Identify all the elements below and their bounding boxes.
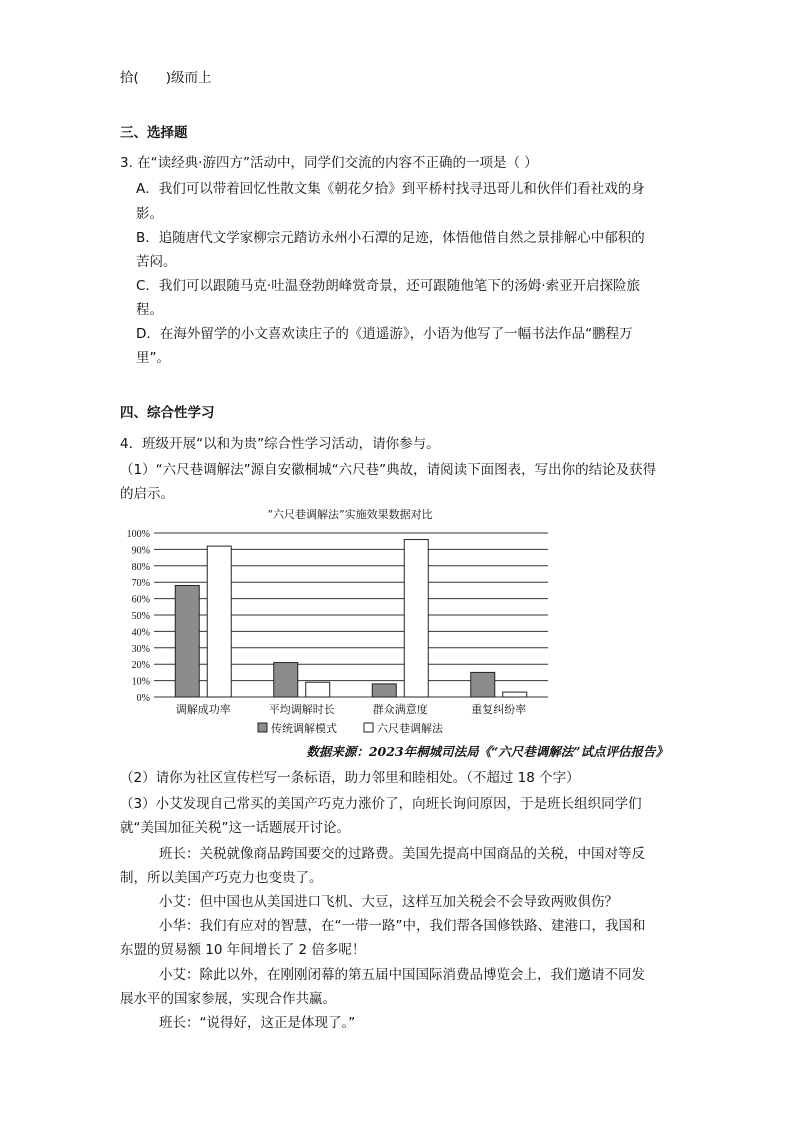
y-tick-label: 60%: [131, 594, 150, 606]
y-tick-label: 100%: [126, 529, 150, 540]
section-heading-choice: 三、选择题: [120, 125, 188, 141]
dialogue-line-6: 小艾：除此以外，在刚刚闭幕的第五届中国国际消费品博览会上，我们邀请不同发: [159, 967, 645, 983]
part-3-line1: （3）小艾发现自己常买的美国产巧克力涨价了，向班长询问原因，于是班长组织同学们: [120, 796, 642, 812]
option-a-line2: 影。: [136, 206, 163, 222]
x-category-label: 重复纠纷率: [471, 703, 527, 716]
legend-label: 六尺巷调解法: [377, 722, 443, 735]
y-tick-label: 70%: [131, 578, 150, 590]
section-heading-comprehensive: 四、综合性学习: [120, 405, 215, 421]
option-c-line2: 程。: [136, 302, 163, 318]
y-tick-label: 30%: [131, 643, 150, 655]
fill-blank-line: 拾( )级而上: [120, 70, 212, 86]
legend-label: 传统调解模式: [271, 722, 337, 735]
x-category-label: 调解成功率: [175, 703, 231, 716]
dialogue-line-4: 小华：我们有应对的智慧，在“一带一路”中，我们帮各国修铁路、建港口，我国和: [159, 918, 646, 934]
bar-traditional: [372, 684, 396, 697]
bar-liuchixiang: [306, 682, 330, 697]
bar-liuchixiang: [404, 540, 428, 697]
y-tick-label: 50%: [131, 611, 150, 622]
bar-liuchixiang: [207, 546, 231, 697]
dialogue-line-1: 班长：关税就像商品跨国要交的过路费。美国先提高中国商品的关税，中国对等反: [159, 846, 645, 862]
chart-title: “六尺巷调解法”实施效果数据对比: [267, 508, 433, 521]
option-a-line1: A．我们可以带着回忆性散文集《朝花夕拾》到平桥村找寻迅哥儿和伙伴们看社戏的身: [136, 181, 645, 197]
option-b-line2: 苦闷。: [136, 254, 177, 270]
part-1-line2: 的启示。: [120, 486, 174, 502]
data-source-note: 数据来源：2023年桐城司法局《“六尺巷调解法”试点评估报告》: [306, 744, 668, 759]
part-2: （2）请你为社区宣传栏写一条标语，助力邻里和睦相处。（不超过 18 个字）: [120, 770, 580, 786]
option-b-line1: B．追随唐代文学家柳宗元踏访永州小石潭的足迹，体悟他借自然之景排解心中郁积的: [136, 230, 645, 246]
legend-swatch: [258, 723, 267, 732]
option-c-line1: C．我们可以跟随马克·吐温登勃朗峰赏奇景，还可跟随他笔下的汤姆·索亚开启探险旅: [136, 278, 641, 294]
question-4: 4．班级开展“以和为贵”综合性学习活动，请你参与。: [120, 436, 440, 452]
dialogue-line-5: 东盟的贸易额 10 年间增长了 2 倍多呢！: [120, 942, 366, 958]
dialogue-line-3: 小艾：但中国也从美国进口飞机、大豆，这样互加关税会不会导致两败俱伤？: [159, 894, 618, 910]
question-3: 3. 在“读经典·游四方”活动中，同学们交流的内容不正确的一项是（ ）: [120, 155, 538, 171]
x-category-label: 群众满意度: [372, 703, 428, 716]
dialogue-line-7: 展水平的国家参展，实现合作共赢。: [120, 991, 336, 1007]
option-d-line2: 里”。: [136, 350, 170, 366]
y-tick-label: 90%: [131, 545, 150, 557]
y-tick-label: 20%: [131, 660, 150, 672]
dialogue-line-2: 制，所以美国产巧克力也变贵了。: [120, 870, 323, 886]
legend-swatch: [364, 723, 373, 732]
x-category-label: 平均调解时长: [268, 703, 335, 716]
bar-liuchixiang: [503, 692, 527, 697]
part-3-line2: 就“美国加征关税”这一话题展开讨论。: [120, 820, 350, 836]
y-tick-label: 10%: [131, 676, 150, 688]
bar-traditional: [471, 672, 495, 697]
dialogue-line-8: 班长：“说得好，这正是体现了。”: [159, 1015, 356, 1031]
y-tick-label: 80%: [131, 561, 150, 573]
part-1-line1: （1）“六尺巷调解法”源自安徽桐城“六尺巷”典故，请阅读下面图表，写出你的结论及获得: [120, 462, 657, 478]
bar-chart: [108, 505, 558, 735]
bar-traditional: [274, 663, 298, 697]
y-tick-label: 0%: [136, 693, 150, 704]
y-tick-label: 40%: [131, 627, 150, 639]
option-d-line1: D．在海外留学的小文喜欢读庄子的《逍遥游》，小语为他写了一幅书法作品“鹏程万: [136, 326, 633, 342]
bar-traditional: [175, 585, 199, 697]
